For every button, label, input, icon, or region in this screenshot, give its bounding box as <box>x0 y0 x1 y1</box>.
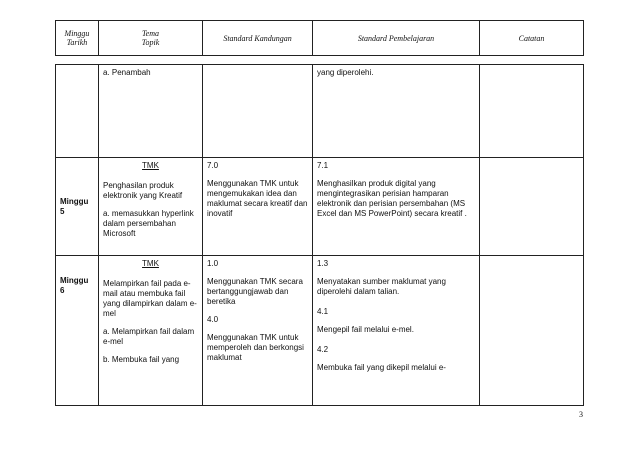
page-number: 3 <box>579 410 583 419</box>
subtopik-text: a. memasukkan hyperlink dalam persembahan Microsoft <box>103 209 194 238</box>
sp-text: Membuka fail yang dikepil melalui e- <box>317 363 446 372</box>
table-row <box>56 256 584 406</box>
cell-catatan <box>480 158 584 256</box>
cell-minggu: Minggu 5 <box>56 158 99 256</box>
cell-sp <box>313 65 480 158</box>
cell-sp <box>313 158 480 256</box>
header-row <box>56 21 584 56</box>
header-tarikh: Tarikh <box>66 38 88 47</box>
header-standard-pembelajaran: Standard Pembelajaran <box>313 21 480 56</box>
cell-topik <box>99 65 203 158</box>
sp-number: 4.2 <box>317 345 329 354</box>
cell-topik <box>99 256 203 406</box>
sk-number: 7.0 <box>207 161 219 170</box>
cell-catatan <box>480 256 584 406</box>
subtopik-text: a. Melampirkan fail dalam e-mel <box>103 327 195 346</box>
cell-minggu: Minggu 6 <box>56 256 99 406</box>
subtopik-text: b. Membuka fail yang <box>103 355 180 364</box>
cell-sp <box>313 256 480 406</box>
topik-text: Penghasilan produk elektronik yang Kreatif <box>103 181 183 200</box>
header-tema-topik <box>99 21 203 56</box>
tema-label: TMK <box>142 259 159 268</box>
table-row <box>56 158 584 256</box>
sp-number: 4.1 <box>317 307 329 316</box>
sp-text: Menghasilkan produk digital yang mengintegrasikan perisian hamparan elektronik dan perisian persembahan (MS Excel dan MS PowerPoint) secara kreatif . <box>317 179 467 218</box>
cell-sk <box>203 65 313 158</box>
topik-text: Melampirkan fail pada e-mail atau membuka fail yang dilampirkan dalam e-mel <box>103 279 197 318</box>
cell-catatan <box>480 65 584 158</box>
header-minggu-tarikh <box>56 21 99 56</box>
sp-text: yang diperolehi. <box>317 68 374 77</box>
sk-number: 1.0 <box>207 259 219 268</box>
sp-text: Mengepil fail melalui e-mel. <box>317 325 414 334</box>
sk-text: Menggunakan TMK untuk mengemukakan idea dan maklumat secara kreatif dan inovatif <box>207 179 308 218</box>
cell-sk <box>203 158 313 256</box>
header-catatan: Catatan <box>480 21 584 56</box>
sk-number: 4.0 <box>207 315 219 324</box>
sp-text: Menyatakan sumber maklumat yang diperolehi dalam talian. <box>317 277 446 296</box>
header-standard-kandungan: Standard Kandungan <box>203 21 313 56</box>
cell-minggu <box>56 65 99 158</box>
content-table <box>55 64 584 406</box>
sp-number: 7.1 <box>317 161 329 170</box>
sp-number: 1.3 <box>317 259 329 268</box>
sk-text: Menggunakan TMK untuk memperoleh dan berkongsi maklumat <box>207 333 304 362</box>
sk-text: Menggunakan TMK secara bertanggungjawab dan beretika <box>207 277 303 306</box>
topik-text: a. Penambah <box>103 68 151 77</box>
cell-sk <box>203 256 313 406</box>
header-table <box>55 20 584 56</box>
tema-label: TMK <box>142 161 159 170</box>
header-minggu: Minggu <box>64 29 90 38</box>
cell-topik <box>99 158 203 256</box>
table-row <box>56 65 584 158</box>
header-topik: Topik <box>141 38 160 47</box>
header-tema: Tema <box>141 29 160 38</box>
